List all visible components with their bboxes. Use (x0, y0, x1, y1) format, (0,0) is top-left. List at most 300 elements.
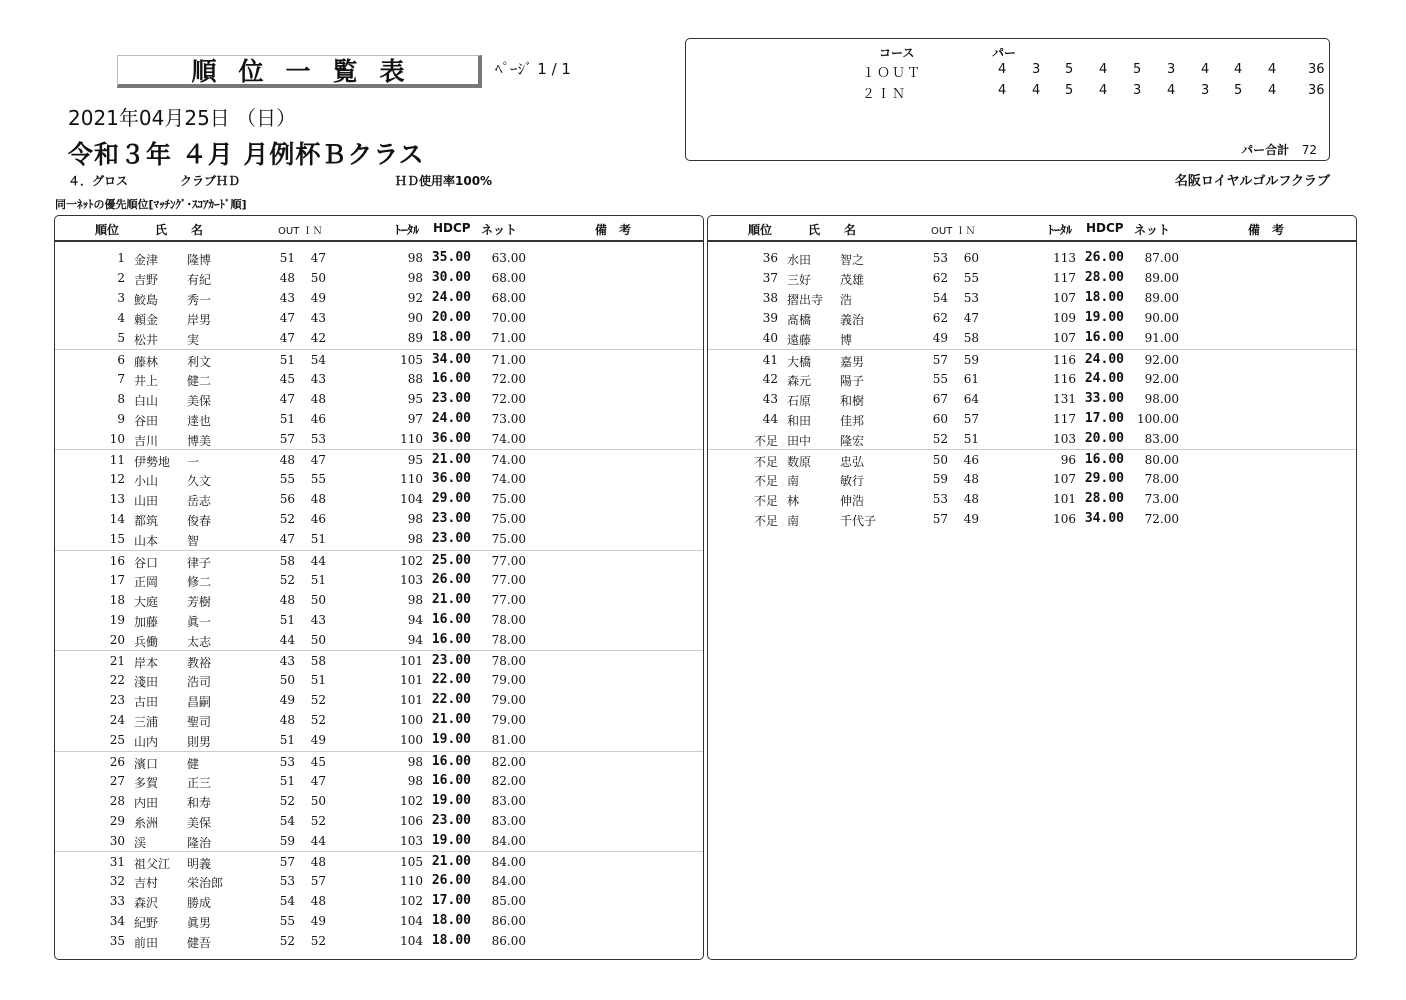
rank-cell: 37 (762, 271, 778, 286)
given-name-cell: 明義 (187, 857, 212, 871)
rank-cell: 不足 (753, 433, 778, 448)
result-row (55, 851, 703, 872)
out-score-cell: 48 (279, 713, 295, 728)
hole-par: 5 (1133, 62, 1142, 77)
net-score-cell: 78.00 (491, 654, 526, 668)
result-row (55, 449, 703, 470)
hdcp-cell: 22.00 (431, 672, 471, 688)
col-net: ネット (1134, 223, 1171, 237)
result-row (55, 630, 703, 650)
hdcp-cell: 18.00 (431, 330, 471, 346)
par-label: パー (992, 46, 1017, 60)
in-score-cell: 47 (310, 251, 326, 265)
rank-cell: 4 (117, 311, 125, 326)
net-score-cell: 84.00 (491, 855, 526, 869)
out-score-cell: 48 (279, 453, 295, 467)
hdcp-cell: 36.00 (431, 471, 471, 487)
net-score-cell: 75.00 (491, 512, 526, 527)
hdcp-cell: 33.00 (1084, 390, 1124, 406)
total-score-cell: 98 (407, 271, 423, 286)
in-score-cell: 50 (310, 632, 326, 647)
net-score-cell: 79.00 (491, 713, 526, 728)
net-score-cell: 73.00 (491, 411, 526, 426)
total-score-cell: 104 (400, 914, 423, 929)
in-score-cell: 42 (310, 331, 326, 346)
out-score-cell: 54 (932, 291, 948, 306)
given-name-cell: 健二 (187, 373, 212, 388)
net-score-cell: 83.00 (491, 813, 526, 828)
given-name-cell: 和樹 (840, 393, 865, 408)
result-row (55, 690, 703, 710)
hole-par: 4 (1099, 83, 1108, 98)
in-score-cell: 46 (310, 411, 326, 426)
in-score-cell: 55 (963, 271, 979, 286)
net-score-cell: 85.00 (491, 894, 526, 909)
total-score-cell: 96 (1060, 453, 1076, 467)
total-score-cell: 88 (407, 371, 423, 386)
family-name-cell: 加藤 (134, 614, 159, 629)
rank-cell: 7 (117, 371, 125, 386)
rank-cell: 28 (109, 793, 125, 808)
given-name-cell: 茂雄 (840, 273, 865, 288)
total-score-cell: 90 (407, 311, 423, 326)
family-name-cell: 小山 (134, 474, 159, 489)
out-score-cell: 55 (279, 472, 295, 487)
hdcp-cell: 19.00 (1084, 310, 1124, 326)
out-score-cell: 50 (279, 673, 295, 688)
rank-cell: 21 (109, 654, 125, 668)
total-score-cell: 105 (400, 352, 423, 367)
in-score-cell: 43 (310, 371, 326, 386)
rank-cell: 10 (109, 431, 125, 446)
in-score-cell: 52 (310, 693, 326, 708)
col-name: 氏 名 (155, 223, 204, 237)
in-score-cell: 48 (310, 855, 326, 869)
out-score-cell: 44 (279, 632, 295, 647)
hdcp-cell: 21.00 (431, 591, 471, 607)
hole-par: 4 (1268, 83, 1277, 98)
hd-rate: ＨＤ使用率100% (395, 174, 493, 188)
hole-par: 4 (1268, 62, 1277, 77)
given-name-cell: 利文 (187, 354, 212, 369)
total-score-cell: 106 (1053, 512, 1076, 527)
rank-cell: 34 (109, 914, 125, 929)
result-row (55, 288, 703, 308)
result-row (708, 509, 1356, 529)
result-row (55, 509, 703, 529)
in-score-cell: 51 (310, 532, 326, 547)
given-name-cell: 眞一 (187, 614, 212, 629)
result-row (55, 891, 703, 911)
family-name-cell: 前田 (134, 936, 159, 951)
col-remarks: 備 考 (595, 223, 632, 237)
priority-note: 同一ﾈｯﾄの優先順位[ﾏｯﾁﾝｸﾞ･ｽｺｱｶｰﾄﾞ順] (55, 198, 247, 211)
hdcp-cell: 16.00 (431, 370, 471, 386)
par-total (1241, 141, 1317, 158)
total-score-cell: 104 (400, 934, 423, 949)
rank-cell: 29 (109, 813, 125, 828)
rank-cell: 16 (109, 553, 125, 568)
given-name-cell: 博美 (187, 433, 212, 448)
col-net: ネット (481, 223, 518, 237)
hdcp-cell: 17.00 (431, 893, 471, 909)
total-score-cell: 94 (407, 612, 423, 627)
hole-par: 4 (1099, 62, 1108, 77)
result-row (55, 369, 703, 389)
total-score-cell: 103 (1053, 431, 1076, 446)
result-row (55, 469, 703, 489)
result-row (708, 308, 1356, 328)
family-name-cell: 岸本 (134, 656, 159, 670)
family-name-cell: 白山 (134, 393, 159, 408)
net-score-cell: 70.00 (491, 311, 526, 326)
hdcp-cell: 23.00 (431, 812, 471, 828)
rank-cell: 43 (762, 391, 778, 406)
in-score-cell: 46 (310, 512, 326, 527)
given-name-cell: 芳樹 (187, 594, 212, 609)
in-score-cell: 49 (310, 914, 326, 929)
net-score-cell: 78.00 (491, 632, 526, 647)
given-name-cell: 修二 (187, 574, 212, 589)
net-score-cell: 92.00 (1144, 371, 1179, 386)
rank-cell: 23 (109, 693, 125, 708)
hdcp-cell: 16.00 (431, 631, 471, 647)
result-row (55, 911, 703, 931)
net-score-cell: 86.00 (491, 934, 526, 949)
family-name-cell: 藤林 (134, 354, 159, 369)
total-score-cell: 117 (1053, 271, 1076, 286)
out-score-cell: 57 (279, 855, 295, 869)
net-score-cell: 83.00 (1144, 431, 1179, 446)
result-row (55, 811, 703, 831)
out-score-cell: 52 (279, 793, 295, 808)
given-name-cell: 聖司 (187, 715, 212, 730)
total-score-cell: 104 (400, 492, 423, 507)
result-row (55, 610, 703, 630)
given-name-cell: 敏行 (840, 474, 865, 489)
net-score-cell: 74.00 (491, 431, 526, 446)
out-score-cell: 57 (932, 512, 948, 527)
total-score-cell: 102 (400, 894, 423, 909)
given-name-cell: 美保 (187, 393, 212, 408)
course-label: コース (879, 46, 915, 60)
in-score-cell: 50 (310, 793, 326, 808)
net-score-cell: 86.00 (491, 914, 526, 929)
rank-cell: 5 (117, 331, 125, 346)
total-score-cell: 94 (407, 632, 423, 647)
total-score-cell: 95 (407, 453, 423, 467)
club-name: 名阪ロイヤルゴルフクラブ (1174, 174, 1330, 189)
hdcp-cell: 26.00 (431, 873, 471, 889)
par-table (685, 38, 1330, 161)
rank-cell: 6 (117, 352, 125, 367)
in-score-cell: 55 (310, 472, 326, 487)
given-name-cell: 一 (187, 455, 200, 469)
family-name-cell: 伊勢地 (134, 455, 171, 469)
given-name-cell: 隆博 (187, 253, 212, 267)
out-score-cell: 62 (932, 311, 948, 326)
given-name-cell: 忠弘 (840, 455, 865, 469)
net-score-cell: 75.00 (491, 492, 526, 507)
family-name-cell: 髙橋 (787, 313, 812, 328)
given-name-cell: 教裕 (187, 656, 212, 670)
hdcp-cell: 16.00 (431, 772, 471, 788)
given-name-cell: 佳邦 (840, 413, 865, 428)
net-score-cell: 72.00 (491, 391, 526, 406)
hdcp-cell: 28.00 (1084, 491, 1124, 507)
rank-cell: 25 (109, 733, 125, 748)
family-name-cell: 井上 (134, 373, 159, 388)
net-score-cell: 91.00 (1144, 331, 1179, 346)
given-name-cell: 実 (187, 333, 200, 348)
rank-cell: 30 (109, 833, 125, 848)
family-name-cell: 和田 (787, 413, 812, 428)
net-score-cell: 84.00 (491, 874, 526, 889)
page-title: 順位一覧表 (191, 57, 427, 86)
net-score-cell: 98.00 (1144, 391, 1179, 406)
course-name: １ＯＵＴ (862, 66, 923, 81)
rank-cell: 2 (117, 271, 125, 286)
out-score-cell: 48 (279, 271, 295, 286)
total-score-cell: 98 (407, 592, 423, 607)
result-row (55, 751, 703, 772)
total-score-cell: 116 (1053, 371, 1076, 386)
given-name-cell: 智之 (840, 253, 865, 267)
result-row (55, 308, 703, 328)
hdcp-cell: 35.00 (431, 250, 471, 265)
family-name-cell: 森元 (787, 373, 812, 388)
result-row (708, 349, 1356, 370)
family-name-cell: 祖父江 (134, 857, 171, 871)
result-row (708, 489, 1356, 509)
out-score-cell: 59 (932, 472, 948, 487)
out-score-cell: 60 (932, 411, 948, 426)
given-name-cell: 浩司 (187, 675, 212, 690)
total-score-cell: 95 (407, 391, 423, 406)
net-score-cell: 78.00 (1144, 472, 1179, 487)
rank-cell: 9 (117, 411, 125, 426)
in-score-cell: 51 (963, 431, 979, 446)
hdcp-cell: 16.00 (431, 753, 471, 769)
net-score-cell: 82.00 (491, 754, 526, 769)
col-hdcp: HDCP (1086, 221, 1124, 235)
out-score-cell: 53 (279, 754, 295, 769)
total-score-cell: 98 (407, 773, 423, 788)
net-score-cell: 63.00 (491, 251, 526, 265)
out-score-cell: 55 (932, 371, 948, 386)
family-name-cell: 兵働 (134, 634, 159, 649)
hdcp-cell: 19.00 (431, 792, 471, 808)
family-name-cell: 大橋 (787, 354, 812, 369)
result-row (55, 871, 703, 891)
rank-cell: 40 (762, 331, 778, 346)
net-score-cell: 77.00 (491, 572, 526, 587)
family-name-cell: 石原 (787, 393, 812, 408)
net-score-cell: 74.00 (491, 472, 526, 487)
rank-cell: 41 (762, 352, 778, 367)
given-name-cell: 義治 (840, 313, 865, 328)
in-score-cell: 52 (310, 934, 326, 949)
family-name-cell: 淺田 (134, 675, 159, 690)
total-score-cell: 116 (1053, 352, 1076, 367)
family-name-cell: 正岡 (134, 574, 159, 589)
in-score-cell: 47 (310, 453, 326, 467)
family-name-cell: 吉村 (134, 876, 159, 891)
hdcp-cell: 21.00 (431, 452, 471, 467)
rank-cell: 1 (117, 251, 125, 265)
given-name-cell: 俊春 (187, 514, 212, 529)
total-score-cell: 117 (1053, 411, 1076, 426)
family-name-cell: 山田 (134, 494, 159, 509)
out-score-cell: 49 (279, 693, 295, 708)
in-score-cell: 53 (963, 291, 979, 306)
col-out-in: OUT ＩＮ (931, 226, 976, 237)
in-score-cell: 57 (310, 874, 326, 889)
given-name-cell: 眞男 (187, 916, 212, 931)
net-score-cell: 83.00 (491, 793, 526, 808)
hdcp-cell: 23.00 (431, 531, 471, 547)
family-name-cell: 都筑 (134, 514, 159, 529)
col-total: ﾄｰﾀﾙ (1048, 223, 1073, 237)
hole-par: 4 (998, 83, 1007, 98)
out-score-cell: 62 (932, 271, 948, 286)
total-score-cell: 103 (400, 572, 423, 587)
hdcp-cell: 24.00 (431, 410, 471, 426)
given-name-cell: 秀一 (187, 293, 212, 308)
out-score-cell: 51 (279, 773, 295, 788)
hdcp-cell: 30.00 (431, 270, 471, 286)
rank-cell: 11 (109, 453, 125, 467)
hdcp-cell: 20.00 (1084, 430, 1124, 446)
result-row (55, 831, 703, 851)
net-score-cell: 74.00 (491, 453, 526, 467)
out-score-cell: 58 (279, 553, 295, 568)
given-name-cell: 伸浩 (840, 494, 865, 509)
result-row (708, 469, 1356, 489)
family-name-cell: 糸洲 (134, 815, 159, 830)
net-score-cell: 80.00 (1144, 453, 1179, 467)
rank-cell: 39 (762, 311, 778, 326)
out-score-cell: 67 (932, 391, 948, 406)
result-row (55, 489, 703, 509)
given-name-cell: 陽子 (840, 373, 865, 388)
total-score-cell: 98 (407, 532, 423, 547)
family-name-cell: 金津 (134, 253, 159, 267)
in-score-cell: 51 (310, 673, 326, 688)
in-score-cell: 48 (963, 492, 979, 507)
rank-cell: 38 (762, 291, 778, 306)
total-score-cell: 113 (1053, 251, 1076, 265)
net-score-cell: 71.00 (491, 331, 526, 346)
out-score-cell: 51 (279, 352, 295, 367)
net-score-cell: 75.00 (491, 532, 526, 547)
hdcp-cell: 16.00 (1084, 452, 1124, 467)
in-score-cell: 49 (963, 512, 979, 527)
family-name-cell: 摺出寺 (787, 293, 824, 308)
in-score-cell: 43 (310, 612, 326, 627)
in-score-cell: 48 (310, 894, 326, 909)
family-name-cell: 南 (787, 474, 800, 489)
total-score-cell: 107 (1053, 472, 1076, 487)
family-name-cell: 渓 (134, 835, 147, 850)
in-score-cell: 49 (310, 291, 326, 306)
result-row (708, 288, 1356, 308)
hdcp-cell: 36.00 (431, 430, 471, 446)
hdcp-cell: 23.00 (431, 390, 471, 406)
hole-par: 5 (1065, 62, 1074, 77)
result-row (55, 349, 703, 370)
in-score-cell: 48 (310, 492, 326, 507)
result-row (55, 670, 703, 690)
net-score-cell: 71.00 (491, 352, 526, 367)
family-name-cell: 山内 (134, 735, 159, 750)
rank-cell: 35 (109, 934, 125, 949)
hdcp-cell: 24.00 (1084, 351, 1124, 367)
rank-cell: 14 (109, 512, 125, 527)
result-row (708, 389, 1356, 409)
out-score-cell: 47 (279, 311, 295, 326)
out-score-cell: 53 (279, 874, 295, 889)
column-header (55, 216, 703, 242)
out-score-cell: 53 (932, 492, 948, 507)
in-score-cell: 53 (310, 431, 326, 446)
result-row (55, 730, 703, 750)
rank-cell: 17 (109, 572, 125, 587)
par-total-label: パー合計 (1241, 143, 1290, 157)
net-score-cell: 79.00 (491, 693, 526, 708)
out-score-cell: 52 (279, 934, 295, 949)
family-name-cell: 内田 (134, 795, 159, 810)
out-score-cell: 52 (932, 431, 948, 446)
hdcp-cell: 18.00 (431, 913, 471, 929)
in-score-cell: 58 (310, 654, 326, 668)
out-score-cell: 55 (279, 914, 295, 929)
result-row (55, 268, 703, 288)
result-row (708, 429, 1356, 449)
out-score-cell: 52 (279, 572, 295, 587)
rank-cell: 27 (109, 773, 125, 788)
rank-cell: 44 (762, 411, 778, 426)
family-name-cell: 田中 (787, 433, 812, 448)
in-score-cell: 58 (963, 331, 979, 346)
result-row (55, 791, 703, 811)
given-name-cell: 有紀 (187, 273, 212, 288)
total-score-cell: 101 (400, 673, 423, 688)
total-score-cell: 131 (1053, 391, 1076, 406)
given-name-cell: 博 (840, 333, 853, 348)
hole-par: 3 (1032, 62, 1041, 77)
col-hdcp: HDCP (433, 221, 471, 235)
total-score-cell: 110 (400, 874, 423, 889)
col-total: ﾄｰﾀﾙ (395, 223, 420, 237)
out-score-cell: 56 (279, 492, 295, 507)
given-name-cell: 達也 (187, 413, 212, 428)
rank-cell: 31 (109, 855, 125, 869)
net-score-cell: 82.00 (491, 773, 526, 788)
given-name-cell: 岸男 (187, 313, 212, 328)
result-row (708, 449, 1356, 470)
page-info: ﾍﾟｰｼﾞ 1 / 1 (495, 60, 571, 78)
net-score-cell: 84.00 (491, 833, 526, 848)
out-score-cell: 47 (279, 391, 295, 406)
hdcp-cell: 23.00 (431, 511, 471, 527)
hdcp-cell: 24.00 (1084, 370, 1124, 386)
net-score-cell: 77.00 (491, 553, 526, 568)
total-score-cell: 110 (400, 472, 423, 487)
result-row (55, 570, 703, 590)
hdcp-cell: 18.00 (431, 933, 471, 949)
given-name-cell: 和寿 (187, 795, 212, 810)
